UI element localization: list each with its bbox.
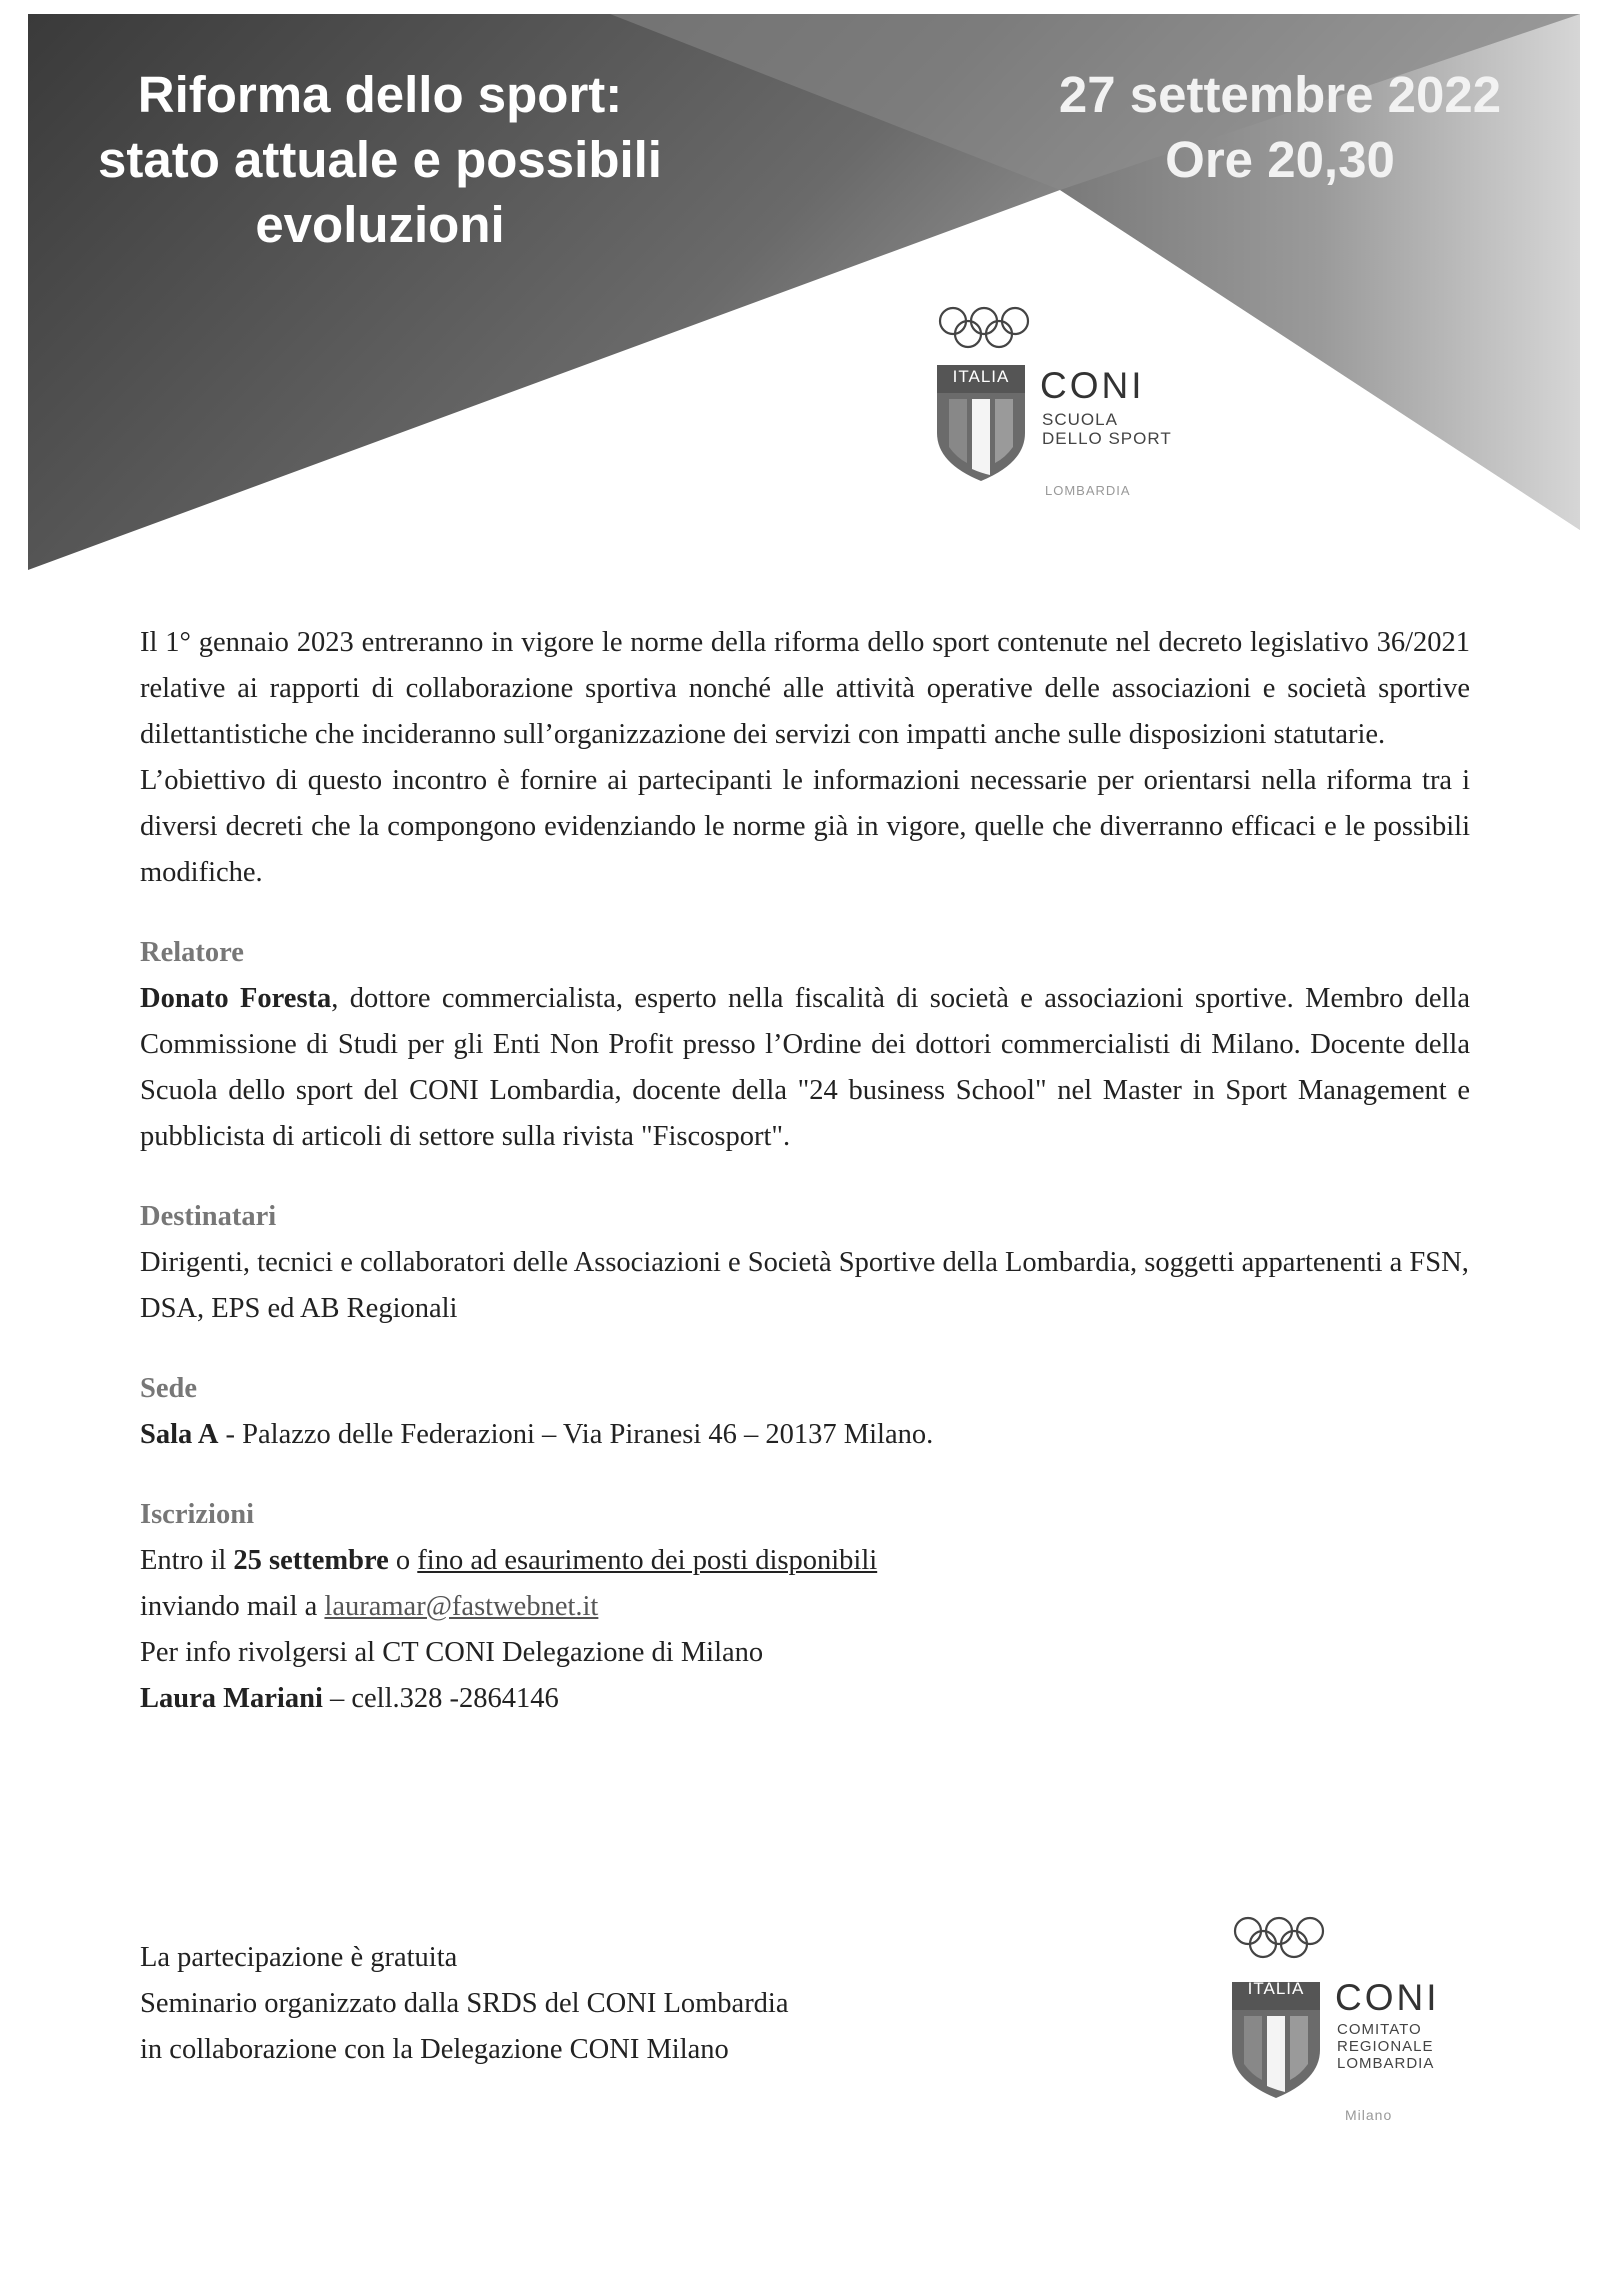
olympic-rings-icon <box>935 305 1035 350</box>
coni-comitato-logo <box>1230 1915 1530 2145</box>
iscrizioni-deadline <box>140 1538 1470 1584</box>
italia-shield-icon <box>1230 1975 1322 2095</box>
italia-shield-icon <box>935 363 1027 483</box>
shield-label: ITALIA <box>952 367 1010 386</box>
sede-room: Sala A <box>140 1419 219 1450</box>
event-title-line-3: evoluzioni <box>255 196 505 253</box>
footer-line-2: Seminario organizzato dalla SRDS del CONI Lombardia <box>140 1988 789 2019</box>
iscrizioni-contact <box>140 1676 1470 1722</box>
contact-name: Laura Mariani <box>140 1683 323 1714</box>
logo-region: Milano <box>1345 2107 1393 2123</box>
event-datetime <box>985 62 1575 192</box>
email-prefix: inviando mail a <box>140 1591 325 1622</box>
intro-paragraph-1: Il 1° gennaio 2023 entreranno in vigore le norme della riforma dello sport contenute nel decreto legislativo 36/2021 relative ai rapporti di collaborazione sportiva nonché alle attività operative delle associazioni e società sportive dilettantistiche che incideranno sull’organizzazione dei servizi con impatti anche sulle disposizioni statutarie. <box>140 627 1470 750</box>
logo-subtitle-line-1: COMITATO <box>1337 2021 1422 2038</box>
iscrizioni-info: Per info rivolgersi al CT CONI Delegazione di Milano <box>140 1637 764 1668</box>
logo-subtitle-line-2: DELLO SPORT <box>1042 429 1172 448</box>
logo-subtitle-line-3: LOMBARDIA <box>1337 2055 1435 2072</box>
sede-text <box>140 1412 1470 1458</box>
footer-line-3: in collaborazione con la Delegazione CONI Milano <box>140 2034 729 2065</box>
logo-name: CONI <box>1040 365 1145 406</box>
event-title-line-1: Riforma dello sport: <box>137 66 623 123</box>
footer-text <box>140 1935 789 2073</box>
shield-label: ITALIA <box>1247 1979 1305 1998</box>
logo-subtitle <box>1042 410 1172 448</box>
speaker-bio: , dottore commercialista, esperto nella fiscalità di società e associazioni sportive. Membro della Commissione di Studi per gli Enti Non Profit presso l’Ordine dei dottori commercialisti di Milano. Docente della Scuola dello sport del CONI Lombardia, docente della "24 business School" nel Master in Sport Management e pubblicista di articoli di settore sulla rivista "Fiscosport". <box>140 983 1470 1152</box>
sede-address: - Palazzo delle Federazioni – Via Piranesi 46 – 20137 Milano. <box>218 1419 934 1450</box>
logo-region: LOMBARDIA <box>1045 483 1131 498</box>
sede-heading: Sede <box>140 1373 197 1404</box>
event-time: Ore 20,30 <box>1165 131 1395 188</box>
header-banner <box>0 0 1606 600</box>
event-title <box>60 62 700 257</box>
logo-subtitle-line-2: REGIONALE <box>1337 2038 1434 2055</box>
destinatari-heading: Destinatari <box>140 1201 277 1232</box>
logo-name: CONI <box>1335 1977 1440 2018</box>
deadline-availability: fino ad esaurimento dei posti disponibili <box>417 1545 878 1576</box>
footer-line-1: La partecipazione è gratuita <box>140 1942 458 1973</box>
olympic-rings-icon <box>1230 1915 1330 1960</box>
deadline-date: 25 settembre <box>233 1545 389 1576</box>
main-content <box>140 620 1470 1722</box>
event-date: 27 settembre 2022 <box>1058 66 1502 123</box>
deadline-connector: o <box>388 1545 418 1576</box>
email-link[interactable]: lauramar@fastwebnet.it <box>324 1591 599 1622</box>
intro-paragraph-2: L’obiettivo di questo incontro è fornire ai partecipanti le informazioni necessarie per orientarsi nella riforma tra i diversi decreti che la compongono evidenziando le norme già in vigore, quelle che diverranno efficaci e le possibili modifiche. <box>140 765 1470 888</box>
relatore-text <box>140 976 1470 1160</box>
deadline-prefix: Entro il <box>140 1545 234 1576</box>
contact-phone: – cell.328 -2864146 <box>322 1683 559 1714</box>
iscrizioni-email-line <box>140 1584 1470 1630</box>
event-title-line-2: stato attuale e possibili <box>98 131 662 188</box>
logo-subtitle <box>1337 2021 1434 2072</box>
speaker-name: Donato Foresta <box>140 983 332 1014</box>
coni-scuola-logo <box>935 305 1235 505</box>
logo-subtitle-line-1: SCUOLA <box>1042 410 1118 429</box>
destinatari-text: Dirigenti, tecnici e collaboratori delle Associazioni e Società Sportive della Lombardia, soggetti appartenenti a FSN, DSA, EPS ed AB Regionali <box>140 1247 1469 1324</box>
iscrizioni-heading: Iscrizioni <box>140 1499 254 1530</box>
relatore-heading: Relatore <box>140 937 244 968</box>
